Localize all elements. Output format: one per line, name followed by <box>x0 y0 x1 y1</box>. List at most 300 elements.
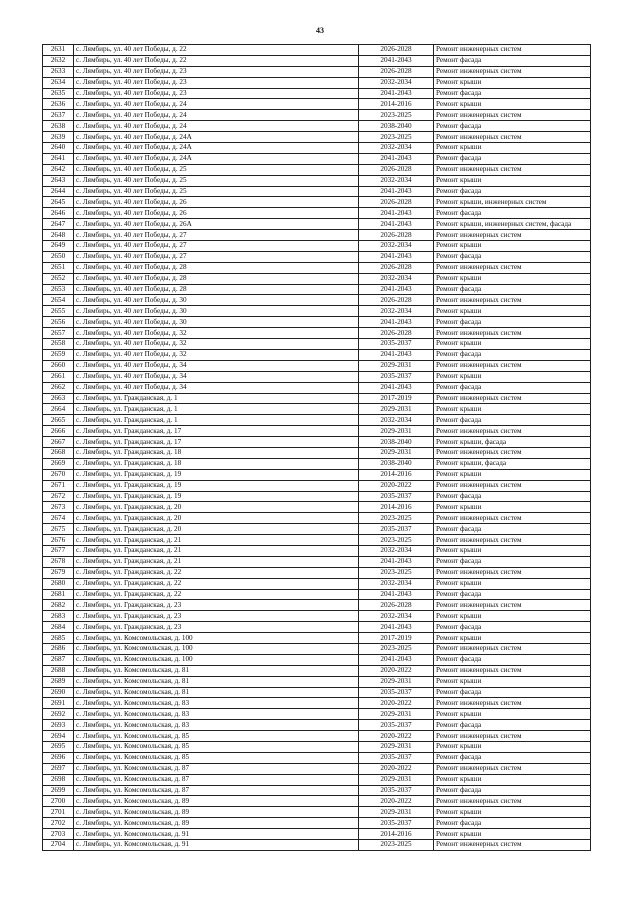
work-type-cell: Ремонт фасада <box>434 524 591 535</box>
address-cell: с. Лямбирь, ул. Комсомольская, д. 87 <box>74 785 359 796</box>
period-cell: 2026-2028 <box>359 66 434 77</box>
row-number: 2658 <box>43 339 74 350</box>
table-row <box>43 66 591 77</box>
row-number: 2652 <box>43 273 74 284</box>
address-cell: с. Лямбирь, ул. Гражданская, д. 1 <box>74 393 359 404</box>
address-cell: с. Лямбирь, ул. Комсомольская, д. 85 <box>74 742 359 753</box>
work-type-cell: Ремонт фасада <box>434 654 591 665</box>
address-cell: с. Лямбирь, ул. Комсомольская, д. 89 <box>74 807 359 818</box>
table-row <box>43 143 591 154</box>
period-cell: 2020-2022 <box>359 731 434 742</box>
table-row <box>43 545 591 556</box>
address-cell: с. Лямбирь, ул. 40 лет Победы, д. 34 <box>74 382 359 393</box>
work-type-cell: Ремонт крыши <box>434 807 591 818</box>
table-row <box>43 578 591 589</box>
table-row <box>43 687 591 698</box>
work-type-cell: Ремонт инженерных систем <box>434 763 591 774</box>
address-cell: с. Лямбирь, ул. Гражданская, д. 23 <box>74 611 359 622</box>
table-row <box>43 676 591 687</box>
address-cell: с. Лямбирь, ул. 40 лет Победы, д. 23 <box>74 88 359 99</box>
row-number: 2687 <box>43 654 74 665</box>
table-row <box>43 241 591 252</box>
table-row <box>43 840 591 851</box>
address-cell: с. Лямбирь, ул. 40 лет Победы, д. 25 <box>74 175 359 186</box>
work-type-cell: Ремонт инженерных систем <box>434 480 591 491</box>
row-number: 2697 <box>43 763 74 774</box>
work-type-cell: Ремонт инженерных систем <box>434 665 591 676</box>
work-type-cell: Ремонт крыши <box>434 371 591 382</box>
work-type-cell: Ремонт крыши <box>434 404 591 415</box>
work-type-cell: Ремонт фасада <box>434 88 591 99</box>
work-type-cell: Ремонт инженерных систем <box>434 66 591 77</box>
work-type-cell: Ремонт фасада <box>434 589 591 600</box>
address-cell: с. Лямбирь, ул. Гражданская, д. 20 <box>74 513 359 524</box>
row-number: 2679 <box>43 567 74 578</box>
period-cell: 2041-2043 <box>359 622 434 633</box>
table-row <box>43 88 591 99</box>
table-row <box>43 807 591 818</box>
address-cell: с. Лямбирь, ул. 40 лет Победы, д. 28 <box>74 273 359 284</box>
work-type-cell: Ремонт крыши <box>434 829 591 840</box>
row-number: 2670 <box>43 469 74 480</box>
table-row <box>43 426 591 437</box>
address-cell: с. Лямбирь, ул. 40 лет Победы, д. 34 <box>74 360 359 371</box>
row-number: 2656 <box>43 317 74 328</box>
work-type-cell: Ремонт крыши, инженерных систем <box>434 197 591 208</box>
work-type-cell: Ремонт фасада <box>434 284 591 295</box>
address-cell: с. Лямбирь, ул. Гражданская, д. 19 <box>74 491 359 502</box>
address-cell: с. Лямбирь, ул. 40 лет Победы, д. 22 <box>74 55 359 66</box>
row-number: 2666 <box>43 426 74 437</box>
row-number: 2649 <box>43 241 74 252</box>
period-cell: 2041-2043 <box>359 55 434 66</box>
table-row <box>43 611 591 622</box>
table-row <box>43 513 591 524</box>
address-cell: с. Лямбирь, ул. 40 лет Победы, д. 25 <box>74 164 359 175</box>
row-number: 2667 <box>43 437 74 448</box>
work-type-cell: Ремонт фасада <box>434 556 591 567</box>
table-row <box>43 219 591 230</box>
table-row <box>43 709 591 720</box>
period-cell: 2029-2031 <box>359 774 434 785</box>
address-cell: с. Лямбирь, ул. 40 лет Победы, д. 32 <box>74 339 359 350</box>
period-cell: 2026-2028 <box>359 230 434 241</box>
table-row <box>43 458 591 469</box>
work-type-cell: Ремонт крыши <box>434 273 591 284</box>
row-number: 2685 <box>43 633 74 644</box>
work-type-cell: Ремонт фасада <box>434 491 591 502</box>
row-number: 2651 <box>43 262 74 273</box>
row-number: 2655 <box>43 306 74 317</box>
row-number: 2636 <box>43 99 74 110</box>
address-cell: с. Лямбирь, ул. Комсомольская, д. 100 <box>74 654 359 665</box>
work-type-cell: Ремонт инженерных систем <box>434 426 591 437</box>
work-type-cell: Ремонт крыши <box>434 578 591 589</box>
address-cell: с. Лямбирь, ул. 40 лет Победы, д. 26А <box>74 219 359 230</box>
table-row <box>43 556 591 567</box>
work-type-cell: Ремонт инженерных систем <box>434 643 591 654</box>
work-type-cell: Ремонт инженерных систем <box>434 840 591 851</box>
period-cell: 2035-2037 <box>359 720 434 731</box>
table-row <box>43 393 591 404</box>
work-type-cell: Ремонт крыши, фасада <box>434 458 591 469</box>
period-cell: 2029-2031 <box>359 709 434 720</box>
period-cell: 2032-2034 <box>359 578 434 589</box>
table-row <box>43 45 591 56</box>
period-cell: 2029-2031 <box>359 742 434 753</box>
address-cell: с. Лямбирь, ул. Гражданская, д. 20 <box>74 524 359 535</box>
address-cell: с. Лямбирь, ул. Комсомольская, д. 81 <box>74 665 359 676</box>
table-row <box>43 99 591 110</box>
work-type-cell: Ремонт фасада <box>434 818 591 829</box>
row-number: 2663 <box>43 393 74 404</box>
address-cell: с. Лямбирь, ул. Гражданская, д. 19 <box>74 469 359 480</box>
period-cell: 2032-2034 <box>359 241 434 252</box>
row-number: 2668 <box>43 447 74 458</box>
address-cell: с. Лямбирь, ул. Комсомольская, д. 89 <box>74 818 359 829</box>
work-type-cell: Ремонт инженерных систем <box>434 328 591 339</box>
period-cell: 2035-2037 <box>359 785 434 796</box>
address-cell: с. Лямбирь, ул. Гражданская, д. 17 <box>74 426 359 437</box>
row-number: 2694 <box>43 731 74 742</box>
period-cell: 2041-2043 <box>359 88 434 99</box>
work-type-cell: Ремонт крыши <box>434 241 591 252</box>
row-number: 2648 <box>43 230 74 241</box>
row-number: 2676 <box>43 535 74 546</box>
row-number: 2642 <box>43 164 74 175</box>
work-type-cell: Ремонт фасада <box>434 153 591 164</box>
table-row <box>43 164 591 175</box>
work-type-cell: Ремонт фасада <box>434 720 591 731</box>
period-cell: 2041-2043 <box>359 589 434 600</box>
address-cell: с. Лямбирь, ул. Гражданская, д. 18 <box>74 458 359 469</box>
row-number: 2695 <box>43 742 74 753</box>
address-cell: с. Лямбирь, ул. 40 лет Победы, д. 26 <box>74 208 359 219</box>
address-cell: с. Лямбирь, ул. 40 лет Победы, д. 25 <box>74 186 359 197</box>
address-cell: с. Лямбирь, ул. 40 лет Победы, д. 27 <box>74 241 359 252</box>
table-row <box>43 77 591 88</box>
row-number: 2664 <box>43 404 74 415</box>
address-cell: с. Лямбирь, ул. Комсомольская, д. 89 <box>74 796 359 807</box>
table-row <box>43 742 591 753</box>
period-cell: 2020-2022 <box>359 665 434 676</box>
row-number: 2701 <box>43 807 74 818</box>
table-row <box>43 55 591 66</box>
address-cell: с. Лямбирь, ул. 40 лет Победы, д. 24А <box>74 153 359 164</box>
work-type-cell: Ремонт инженерных систем <box>434 360 591 371</box>
address-cell: с. Лямбирь, ул. Комсомольская, д. 100 <box>74 633 359 644</box>
row-number: 2654 <box>43 295 74 306</box>
row-number: 2672 <box>43 491 74 502</box>
row-number: 2703 <box>43 829 74 840</box>
work-type-cell: Ремонт крыши <box>434 502 591 513</box>
period-cell: 2032-2034 <box>359 175 434 186</box>
address-cell: с. Лямбирь, ул. 40 лет Победы, д. 34 <box>74 371 359 382</box>
table-row <box>43 273 591 284</box>
table-row <box>43 262 591 273</box>
table-row <box>43 698 591 709</box>
address-cell: с. Лямбирь, ул. 40 лет Победы, д. 32 <box>74 328 359 339</box>
work-type-cell: Ремонт инженерных систем <box>434 393 591 404</box>
work-type-cell: Ремонт инженерных систем <box>434 796 591 807</box>
row-number: 2681 <box>43 589 74 600</box>
period-cell: 2023-2025 <box>359 840 434 851</box>
row-number: 2639 <box>43 132 74 143</box>
table-row <box>43 524 591 535</box>
table-row <box>43 643 591 654</box>
work-type-cell: Ремонт крыши <box>434 676 591 687</box>
table-row <box>43 153 591 164</box>
table-row <box>43 535 591 546</box>
table-row <box>43 633 591 644</box>
row-number: 2682 <box>43 600 74 611</box>
work-type-cell: Ремонт крыши <box>434 611 591 622</box>
row-number: 2659 <box>43 349 74 360</box>
address-cell: с. Лямбирь, ул. Гражданская, д. 1 <box>74 404 359 415</box>
table-row <box>43 796 591 807</box>
period-cell: 2041-2043 <box>359 186 434 197</box>
row-number: 2675 <box>43 524 74 535</box>
row-number: 2704 <box>43 840 74 851</box>
period-cell: 2017-2019 <box>359 633 434 644</box>
work-type-cell: Ремонт инженерных систем <box>434 230 591 241</box>
table-row <box>43 763 591 774</box>
period-cell: 2029-2031 <box>359 807 434 818</box>
work-type-cell: Ремонт фасада <box>434 382 591 393</box>
table-row <box>43 731 591 742</box>
table-row <box>43 589 591 600</box>
period-cell: 2014-2016 <box>359 829 434 840</box>
address-cell: с. Лямбирь, ул. Комсомольская, д. 85 <box>74 752 359 763</box>
row-number: 2686 <box>43 643 74 654</box>
address-cell: с. Лямбирь, ул. 40 лет Победы, д. 24А <box>74 143 359 154</box>
table-row <box>43 382 591 393</box>
period-cell: 2041-2043 <box>359 349 434 360</box>
period-cell: 2020-2022 <box>359 796 434 807</box>
row-number: 2657 <box>43 328 74 339</box>
row-number: 2690 <box>43 687 74 698</box>
work-type-cell: Ремонт инженерных систем <box>434 698 591 709</box>
work-type-cell: Ремонт крыши, инженерных систем, фасада <box>434 219 591 230</box>
table-row <box>43 785 591 796</box>
period-cell: 2017-2019 <box>359 393 434 404</box>
address-cell: с. Лямбирь, ул. Комсомольская, д. 83 <box>74 698 359 709</box>
table-row <box>43 349 591 360</box>
address-cell: с. Лямбирь, ул. Комсомольская, д. 81 <box>74 676 359 687</box>
address-cell: с. Лямбирь, ул. 40 лет Победы, д. 28 <box>74 284 359 295</box>
row-number: 2702 <box>43 818 74 829</box>
period-cell: 2026-2028 <box>359 164 434 175</box>
table-row <box>43 186 591 197</box>
row-number: 2692 <box>43 709 74 720</box>
address-cell: с. Лямбирь, ул. 40 лет Победы, д. 24 <box>74 110 359 121</box>
row-number: 2646 <box>43 208 74 219</box>
work-type-cell: Ремонт инженерных систем <box>434 567 591 578</box>
period-cell: 2026-2028 <box>359 262 434 273</box>
address-cell: с. Лямбирь, ул. Гражданская, д. 21 <box>74 545 359 556</box>
row-number: 2635 <box>43 88 74 99</box>
work-type-cell: Ремонт крыши, фасада <box>434 437 591 448</box>
work-type-cell: Ремонт инженерных систем <box>434 262 591 273</box>
period-cell: 2023-2025 <box>359 110 434 121</box>
table-row <box>43 328 591 339</box>
work-type-cell: Ремонт крыши <box>434 633 591 644</box>
table-row <box>43 622 591 633</box>
period-cell: 2023-2025 <box>359 567 434 578</box>
address-cell: с. Лямбирь, ул. 40 лет Победы, д. 22 <box>74 45 359 56</box>
period-cell: 2032-2034 <box>359 415 434 426</box>
address-cell: с. Лямбирь, ул. Гражданская, д. 17 <box>74 437 359 448</box>
row-number: 2631 <box>43 45 74 56</box>
period-cell: 2041-2043 <box>359 219 434 230</box>
table-row <box>43 121 591 132</box>
table-row <box>43 567 591 578</box>
row-number: 2665 <box>43 415 74 426</box>
address-cell: с. Лямбирь, ул. Гражданская, д. 22 <box>74 589 359 600</box>
address-cell: с. Лямбирь, ул. 40 лет Победы, д. 30 <box>74 317 359 328</box>
period-cell: 2014-2016 <box>359 469 434 480</box>
row-number: 2684 <box>43 622 74 633</box>
period-cell: 2041-2043 <box>359 284 434 295</box>
row-number: 2689 <box>43 676 74 687</box>
work-type-cell: Ремонт инженерных систем <box>434 447 591 458</box>
table-row <box>43 600 591 611</box>
table-row <box>43 752 591 763</box>
work-type-cell: Ремонт крыши <box>434 143 591 154</box>
period-cell: 2035-2037 <box>359 752 434 763</box>
period-cell: 2041-2043 <box>359 382 434 393</box>
row-number: 2643 <box>43 175 74 186</box>
table-row <box>43 132 591 143</box>
row-number: 2660 <box>43 360 74 371</box>
row-number: 2647 <box>43 219 74 230</box>
work-type-cell: Ремонт инженерных систем <box>434 164 591 175</box>
work-type-cell: Ремонт фасада <box>434 121 591 132</box>
work-type-cell: Ремонт инженерных систем <box>434 295 591 306</box>
row-number: 2680 <box>43 578 74 589</box>
row-number: 2699 <box>43 785 74 796</box>
row-number: 2644 <box>43 186 74 197</box>
period-cell: 2032-2034 <box>359 273 434 284</box>
period-cell: 2020-2022 <box>359 480 434 491</box>
work-type-cell: Ремонт инженерных систем <box>434 132 591 143</box>
table-row <box>43 447 591 458</box>
address-cell: с. Лямбирь, ул. 40 лет Победы, д. 30 <box>74 295 359 306</box>
period-cell: 2023-2025 <box>359 132 434 143</box>
row-number: 2677 <box>43 545 74 556</box>
table-row <box>43 317 591 328</box>
address-cell: с. Лямбирь, ул. Комсомольская, д. 91 <box>74 840 359 851</box>
address-cell: с. Лямбирь, ул. Комсомольская, д. 83 <box>74 709 359 720</box>
table-row <box>43 415 591 426</box>
row-number: 2650 <box>43 251 74 262</box>
period-cell: 2038-2040 <box>359 437 434 448</box>
work-type-cell: Ремонт инженерных систем <box>434 731 591 742</box>
table-row <box>43 491 591 502</box>
period-cell: 2014-2016 <box>359 99 434 110</box>
period-cell: 2032-2034 <box>359 77 434 88</box>
work-type-cell: Ремонт фасада <box>434 317 591 328</box>
row-number: 2673 <box>43 502 74 513</box>
address-cell: с. Лямбирь, ул. Гражданская, д. 21 <box>74 535 359 546</box>
table-row <box>43 197 591 208</box>
row-number: 2662 <box>43 382 74 393</box>
table-row <box>43 295 591 306</box>
period-cell: 2026-2028 <box>359 45 434 56</box>
work-type-cell: Ремонт инженерных систем <box>434 535 591 546</box>
address-cell: с. Лямбирь, ул. Гражданская, д. 19 <box>74 480 359 491</box>
table-row <box>43 251 591 262</box>
period-cell: 2035-2037 <box>359 371 434 382</box>
address-cell: с. Лямбирь, ул. Гражданская, д. 18 <box>74 447 359 458</box>
address-cell: с. Лямбирь, ул. 40 лет Победы, д. 24 <box>74 99 359 110</box>
period-cell: 2026-2028 <box>359 197 434 208</box>
table-row <box>43 230 591 241</box>
work-type-cell: Ремонт крыши <box>434 742 591 753</box>
work-type-cell: Ремонт крыши <box>434 774 591 785</box>
work-type-cell: Ремонт фасада <box>434 785 591 796</box>
table-row <box>43 306 591 317</box>
table-row <box>43 829 591 840</box>
row-number: 2640 <box>43 143 74 154</box>
table-row <box>43 110 591 121</box>
work-type-cell: Ремонт крыши <box>434 709 591 720</box>
repair-schedule-table <box>42 44 591 851</box>
period-cell: 2035-2037 <box>359 339 434 350</box>
period-cell: 2035-2037 <box>359 524 434 535</box>
address-cell: с. Лямбирь, ул. Комсомольская, д. 100 <box>74 643 359 654</box>
address-cell: с. Лямбирь, ул. Гражданская, д. 23 <box>74 622 359 633</box>
table-row <box>43 720 591 731</box>
row-number: 2669 <box>43 458 74 469</box>
address-cell: с. Лямбирь, ул. Комсомольская, д. 81 <box>74 687 359 698</box>
work-type-cell: Ремонт инженерных систем <box>434 600 591 611</box>
work-type-cell: Ремонт фасада <box>434 415 591 426</box>
row-number: 2637 <box>43 110 74 121</box>
period-cell: 2041-2043 <box>359 208 434 219</box>
period-cell: 2029-2031 <box>359 426 434 437</box>
row-number: 2678 <box>43 556 74 567</box>
row-number: 2641 <box>43 153 74 164</box>
period-cell: 2038-2040 <box>359 121 434 132</box>
row-number: 2683 <box>43 611 74 622</box>
address-cell: с. Лямбирь, ул. Комсомольская, д. 91 <box>74 829 359 840</box>
work-type-cell: Ремонт фасада <box>434 687 591 698</box>
table-row <box>43 469 591 480</box>
period-cell: 2035-2037 <box>359 818 434 829</box>
table-row <box>43 284 591 295</box>
row-number: 2633 <box>43 66 74 77</box>
period-cell: 2029-2031 <box>359 447 434 458</box>
address-cell: с. Лямбирь, ул. 40 лет Победы, д. 24А <box>74 132 359 143</box>
work-type-cell: Ремонт фасада <box>434 55 591 66</box>
row-number: 2691 <box>43 698 74 709</box>
row-number: 2698 <box>43 774 74 785</box>
work-type-cell: Ремонт инженерных систем <box>434 110 591 121</box>
address-cell: с. Лямбирь, ул. Комсомольская, д. 87 <box>74 774 359 785</box>
work-type-cell: Ремонт фасада <box>434 349 591 360</box>
period-cell: 2023-2025 <box>359 513 434 524</box>
address-cell: с. Лямбирь, ул. Гражданская, д. 22 <box>74 567 359 578</box>
address-cell: с. Лямбирь, ул. 40 лет Победы, д. 27 <box>74 230 359 241</box>
table-row <box>43 480 591 491</box>
work-type-cell: Ремонт фасада <box>434 622 591 633</box>
work-type-cell: Ремонт крыши <box>434 339 591 350</box>
period-cell: 2041-2043 <box>359 654 434 665</box>
work-type-cell: Ремонт фасада <box>434 251 591 262</box>
period-cell: 2023-2025 <box>359 535 434 546</box>
work-type-cell: Ремонт фасада <box>434 752 591 763</box>
